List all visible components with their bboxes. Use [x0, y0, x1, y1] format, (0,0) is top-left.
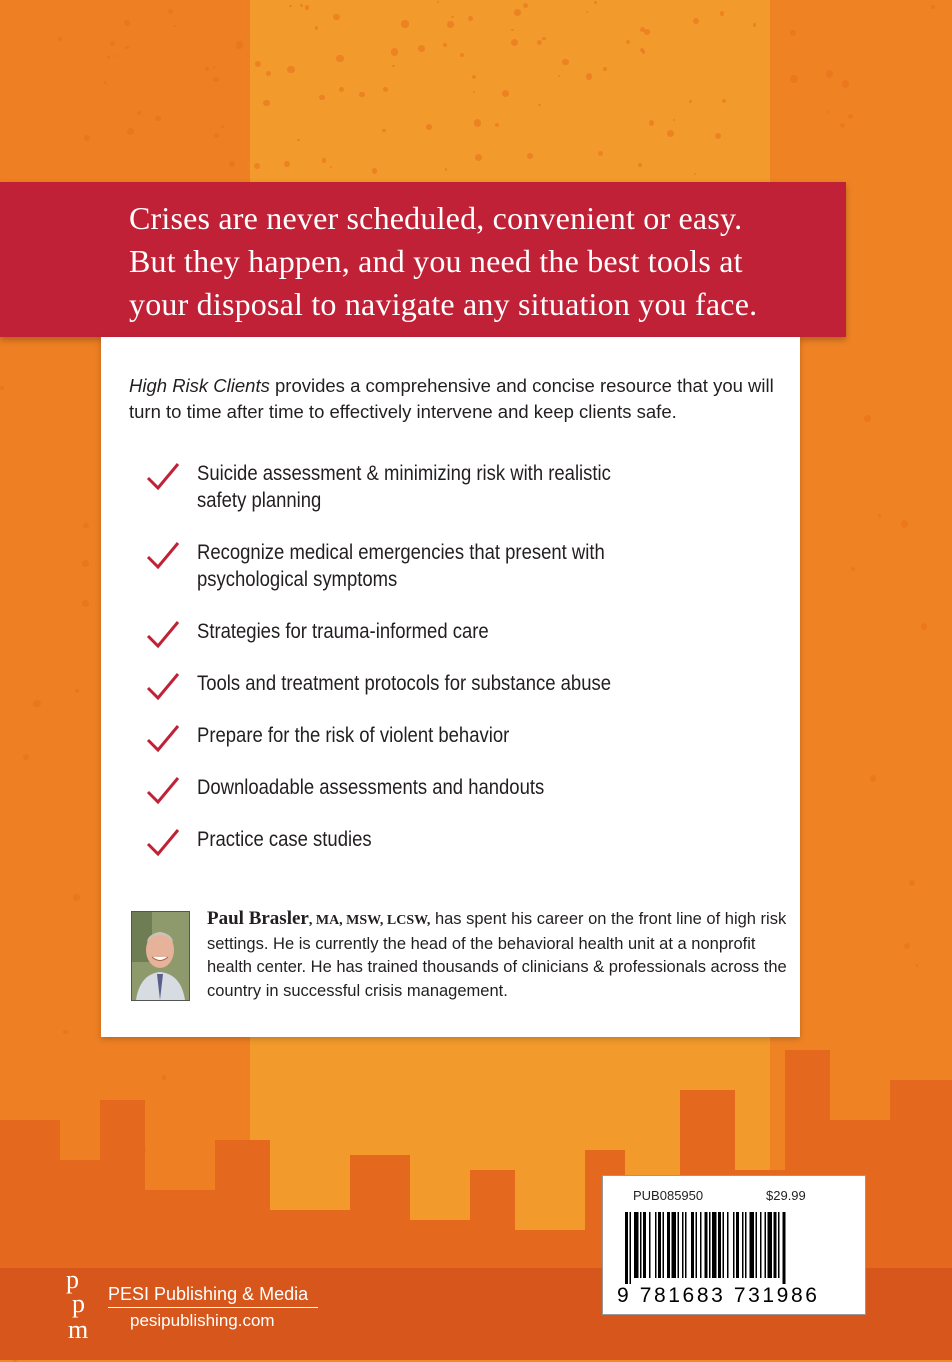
texture-speck: [107, 56, 110, 59]
barcode-bar: [634, 1212, 639, 1278]
barcode-bar: [630, 1212, 632, 1284]
intro-text: provides a comprehensive and concise resource that you will turn to time after time to effectively intervene and keep clients safe.: [129, 375, 774, 422]
checkmark-icon: [146, 724, 180, 752]
barcode-bar: [625, 1212, 628, 1284]
publisher-url: pesipublishing.com: [130, 1311, 275, 1330]
texture-speck: [694, 173, 696, 175]
isbn-digits: 9 781683 731986: [617, 1284, 820, 1307]
texture-speck: [586, 11, 588, 13]
texture-speck: [502, 90, 509, 97]
texture-speck: [842, 80, 850, 88]
barcode-bar: [727, 1212, 729, 1278]
texture-speck: [693, 18, 699, 24]
barcode-bar: [649, 1212, 651, 1278]
feature-text: Strategies for trauma-informed care: [197, 620, 489, 643]
texture-speck: [229, 161, 235, 167]
texture-speck: [254, 163, 260, 169]
headline-line: But they happen, and you need the best tools at: [129, 243, 743, 279]
barcode-bar: [709, 1212, 711, 1278]
barcode-box: [602, 1175, 866, 1315]
barcode-bar: [750, 1212, 755, 1278]
barcode-bar: [742, 1212, 744, 1278]
barcode-bar: [705, 1212, 708, 1278]
texture-speck: [73, 894, 80, 901]
texture-speck: [474, 119, 481, 126]
texture-speck: [445, 168, 447, 170]
headline-line: your disposal to navigate any situation you face.: [129, 286, 758, 322]
texture-speck: [266, 71, 271, 76]
barcode-bar: [640, 1212, 642, 1278]
headline: [129, 197, 829, 326]
barcode-bar: [696, 1212, 698, 1278]
texture-speck: [542, 37, 545, 40]
texture-speck: [339, 87, 344, 92]
texture-speck: [336, 55, 344, 63]
texture-speck: [537, 40, 542, 45]
barcode-bar: [691, 1212, 694, 1278]
texture-speck: [287, 66, 295, 74]
texture-speck: [864, 415, 870, 421]
texture-speck: [558, 75, 560, 77]
price: $29.99: [766, 1188, 806, 1203]
barcode-bar: [756, 1212, 758, 1278]
author-name: Paul Brasler: [207, 908, 309, 929]
barcode-bar: [678, 1212, 680, 1278]
barcode-bar: [658, 1212, 661, 1278]
barcode-bar: [643, 1212, 646, 1278]
texture-speck: [667, 130, 674, 137]
texture-speck: [383, 87, 388, 92]
texture-speck: [753, 23, 756, 26]
barcode-bar: [768, 1212, 773, 1278]
author-bio-text: has spent his career on the front line of high risk settings. He is currently the head of the behavioral health unit at a nonprofit health center. He has trained thousands of clinicians & professionals across the country in successful crisis management.: [207, 910, 787, 1000]
author-portrait-illustration: [132, 912, 189, 1000]
feature-text: Downloadable assessments and handouts: [197, 776, 545, 799]
author-bio: [207, 907, 787, 1003]
texture-speck: [790, 75, 798, 83]
publisher-name: PESI Publishing & Media: [108, 1284, 318, 1308]
barcode-bar: [733, 1212, 735, 1278]
texture-speck: [437, 1, 439, 3]
headline-line: Crises are never scheduled, convenient or easy.: [129, 200, 743, 236]
barcode-bar: [765, 1212, 767, 1278]
texture-speck: [870, 775, 877, 782]
barcode-bar: [745, 1212, 747, 1278]
texture-speck: [848, 114, 853, 119]
texture-speck: [124, 20, 130, 26]
texture-speck: [472, 75, 476, 79]
barcode-bars: [625, 1212, 847, 1284]
book-title: High Risk Clients: [129, 375, 270, 396]
pub-code: PUB085950: [633, 1188, 704, 1203]
barcode-bar: [700, 1212, 702, 1278]
barcode-bar: [685, 1212, 687, 1278]
texture-speck: [23, 754, 29, 760]
texture-speck: [715, 133, 721, 139]
texture-speck: [174, 25, 176, 27]
barcode-bar: [783, 1212, 786, 1284]
texture-speck: [790, 30, 796, 36]
texture-speck: [300, 4, 303, 7]
barcode-bar: [723, 1212, 725, 1278]
texture-speck: [473, 91, 475, 93]
texture-speck: [315, 26, 318, 29]
texture-speck: [372, 168, 377, 173]
texture-speck: [213, 66, 216, 69]
feature-text: Recognize medical emergencies that present with psychological symptoms: [197, 541, 605, 591]
intro-paragraph: [129, 373, 779, 425]
texture-speck: [305, 5, 310, 10]
barcode-bar: [663, 1212, 665, 1278]
barcode-bar: [712, 1212, 717, 1278]
texture-speck: [426, 124, 432, 130]
checkmark-icon: [146, 672, 180, 700]
texture-speck: [538, 104, 540, 106]
texture-speck: [205, 67, 209, 71]
texture-speck: [83, 523, 89, 529]
texture-speck: [155, 116, 160, 121]
texture-speck: [840, 123, 845, 128]
texture-speck: [84, 135, 90, 141]
feature-text: Tools and treatment protocols for substance abuse: [197, 672, 611, 695]
barcode-bar: [667, 1212, 670, 1278]
texture-speck: [511, 29, 513, 31]
author-credentials: , MA, MSW, LCSW,: [308, 913, 431, 928]
texture-speck: [931, 5, 934, 8]
texture-speck: [391, 48, 398, 55]
feature-text: Suicide assessment & minimizing risk with realistic safety planning: [197, 462, 611, 512]
checkmark-icon: [146, 462, 180, 490]
texture-speck: [359, 92, 365, 98]
texture-speck: [642, 50, 645, 53]
texture-speck: [263, 100, 270, 107]
texture-speck: [236, 41, 243, 48]
texture-speck: [168, 9, 173, 14]
texture-speck: [901, 520, 909, 528]
texture-speck: [333, 14, 340, 21]
texture-speck: [401, 20, 408, 27]
texture-speck: [523, 3, 528, 8]
barcode-bar: [736, 1212, 739, 1278]
texture-speck: [826, 70, 833, 77]
texture-speck: [214, 133, 219, 138]
checkmark-icon: [146, 776, 180, 804]
texture-speck: [598, 151, 603, 156]
barcode-bar: [655, 1212, 657, 1278]
barcode-bar: [774, 1212, 777, 1278]
svg-text:m: m: [68, 1315, 89, 1344]
svg-text:p: p: [72, 1289, 85, 1318]
texture-speck: [443, 43, 447, 47]
texture-speck: [322, 158, 327, 163]
checkmark-icon: [146, 620, 180, 648]
barcode-bar: [682, 1212, 684, 1278]
barcode-bar: [778, 1212, 780, 1278]
texture-speck: [603, 67, 606, 70]
barcode-bar: [672, 1212, 677, 1278]
checkmark-icon: [146, 828, 180, 856]
checkmark-icon: [146, 541, 180, 569]
feature-text: Prepare for the risk of violent behavior: [197, 724, 510, 747]
barcode-bar: [718, 1212, 721, 1278]
texture-speck: [921, 623, 927, 629]
author-photo: [131, 911, 190, 1001]
ppm-logo-icon: [64, 1264, 100, 1348]
feature-text: Practice case studies: [197, 828, 372, 851]
texture-speck: [644, 29, 650, 35]
barcode-bar: [760, 1212, 762, 1278]
svg-text:p: p: [66, 1265, 79, 1294]
texture-speck: [562, 59, 569, 66]
texture-speck: [878, 514, 881, 517]
